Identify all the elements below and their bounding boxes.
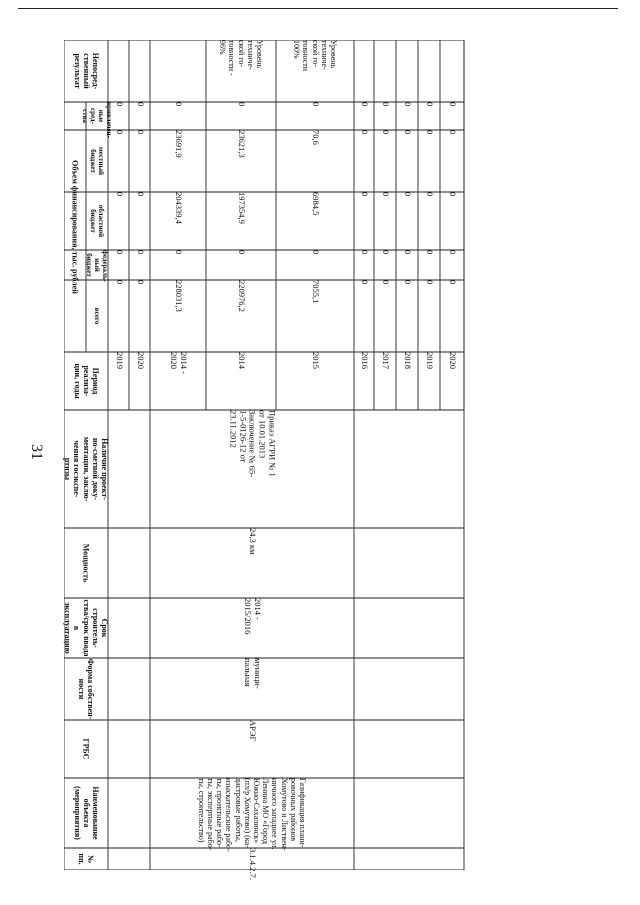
row-local: 0	[447, 130, 458, 135]
row-regional: 197354,9	[236, 192, 247, 224]
row-period: 2020	[447, 352, 458, 369]
row-other: 0	[447, 102, 458, 107]
header-regional: областной бюджет	[89, 204, 106, 238]
row-other: 0	[380, 102, 391, 107]
row-period: 2016	[359, 352, 370, 369]
row-total: 0	[135, 280, 146, 285]
row-total: 0	[447, 280, 458, 285]
row-total: 228031,3	[173, 280, 184, 312]
header-result: Непосред- ственный результат	[72, 52, 100, 90]
row-regional: 0	[402, 192, 413, 197]
row-regional: 6984,5	[310, 192, 321, 216]
row-regional: 0	[114, 192, 125, 197]
row-total: 0	[114, 280, 125, 285]
row-total: 0	[424, 280, 435, 285]
row-period: 2015	[310, 352, 321, 369]
row-period: 2018	[402, 352, 413, 369]
row-local: 23691,9	[173, 130, 184, 158]
row-total: 220976,2	[236, 280, 247, 312]
header-local: местный бюджет	[89, 146, 106, 176]
row-regional: 204339,4	[173, 192, 184, 224]
row-result: Уровень техниче- ской го- товности 100%	[292, 40, 338, 71]
row-federal: 0	[359, 250, 370, 255]
row-period: 2019	[114, 352, 125, 369]
row-local: 70,6	[310, 130, 321, 145]
header-federal: федераль- ный бюджет	[84, 250, 110, 282]
row-federal: 0	[380, 250, 391, 255]
row-other: 0	[173, 102, 184, 107]
row-local: 0	[135, 130, 146, 135]
header-other: привлечен- ные сред- ства	[80, 102, 114, 138]
header-docs: Наличие проект- но-сметной доку- ментации, заклю- чения госэкспе- ртизы	[63, 436, 109, 502]
row-other: 0	[135, 102, 146, 107]
row-local: 0	[424, 130, 435, 135]
row-result: Уровень техниче- ской го- товности - 96%	[218, 40, 264, 76]
top-rule	[18, 8, 618, 9]
row-federal: 0	[173, 250, 184, 255]
object-docs: Приказ АГРИ № 1 от 10.01.2013 Заключение № 65- 1-5-0126-12 от 23.11.2012	[228, 410, 278, 478]
row-federal: 0	[135, 250, 146, 255]
row-total: 0	[402, 280, 413, 285]
rotated-table-area	[63, 40, 488, 880]
header-construction: Срок строитель- ства/срок ввода в эксплуатацию	[63, 599, 109, 657]
row-federal: 0	[310, 250, 321, 255]
row-other: 0	[359, 102, 370, 107]
row-other: 0	[236, 102, 247, 107]
row-period: 2014	[236, 352, 247, 369]
row-local: 0	[402, 130, 413, 135]
header-funding: Объем финансирования, тыс. рублей	[70, 160, 80, 294]
header-ownership: Форма собствен- ности	[77, 658, 96, 720]
row-regional: 0	[135, 192, 146, 197]
header-num: № пп.	[77, 853, 96, 865]
page-number: 31	[28, 444, 45, 460]
header-grbs: ГРБС	[81, 738, 91, 760]
header-total: всего	[93, 307, 102, 325]
row-other: 0	[310, 102, 321, 107]
row-period: 2014 - 2020	[169, 352, 189, 374]
row-other: 0	[402, 102, 413, 107]
object-construction: 2014 - 2015/2016	[243, 598, 263, 635]
object-ownership: муници- пальная	[243, 658, 263, 689]
row-local: 0	[359, 130, 370, 135]
row-local: 23621,3	[236, 130, 247, 158]
row-local: 0	[114, 130, 125, 135]
header-period: Период реализа- ции, годы	[72, 363, 100, 399]
row-federal: 0	[447, 250, 458, 255]
row-federal: 0	[424, 250, 435, 255]
object-num: 3.1.4.2.7.	[247, 848, 258, 880]
row-period: 2020	[135, 352, 146, 369]
object-capacity: 24,3 км	[247, 528, 258, 555]
row-total: 0	[380, 280, 391, 285]
row-federal: 0	[402, 250, 413, 255]
row-period: 2019	[424, 352, 435, 369]
row-total: 0	[359, 280, 370, 285]
row-other: 0	[424, 102, 435, 107]
row-period: 2017	[380, 352, 391, 369]
row-federal: 0	[236, 250, 247, 255]
row-total: 7055,1	[310, 280, 321, 304]
row-local: 0	[380, 130, 391, 135]
row-regional: 0	[424, 192, 435, 197]
object-name: Газификация плани- ровочных районов Хомутово и Листвен- ничного западнее ул. Ленина МО «Город Южно-Сахалинск» (пл/р Хомутово) (ка- дастровые работы, изыскательские рабо- ты, проектные рабо- ты, экспертные рабо- ты, строительство)	[197, 778, 308, 852]
header-capacity: Мощность	[81, 543, 91, 583]
header-name: Наименование объекта (мероприятия)	[72, 786, 100, 840]
row-federal: 0	[114, 250, 125, 255]
object-grbs: АРЭГ	[247, 720, 258, 742]
row-regional: 0	[380, 192, 391, 197]
row-regional: 0	[447, 192, 458, 197]
row-other: 0	[114, 102, 125, 107]
row-regional: 0	[359, 192, 370, 197]
